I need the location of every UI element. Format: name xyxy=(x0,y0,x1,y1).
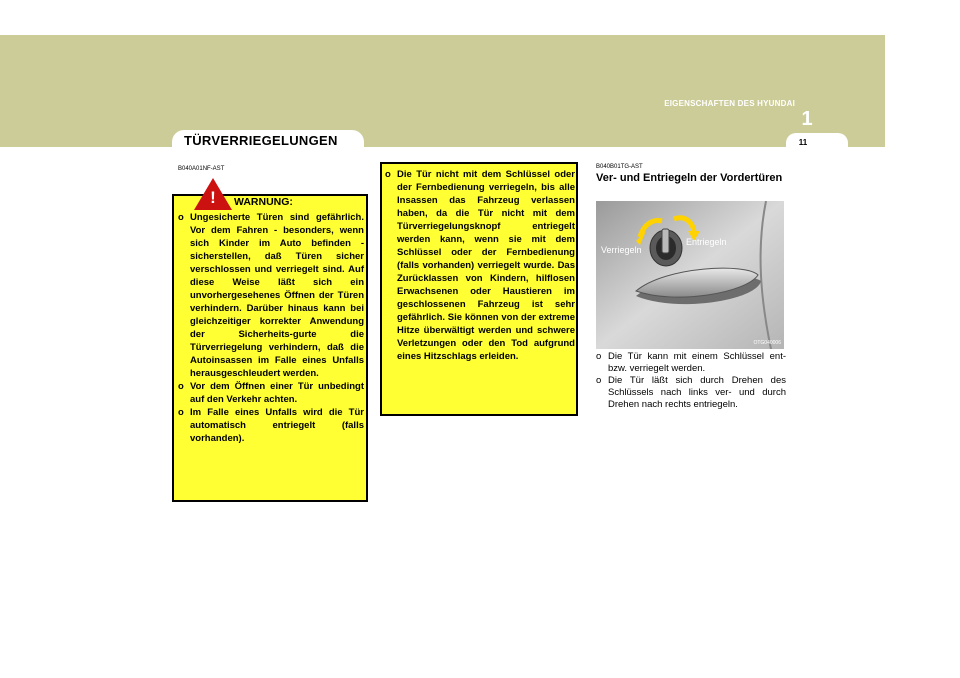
warning-item-text: Vor dem Öffnen einer Tür unbedingt auf den Verkehr achten. xyxy=(190,381,364,405)
right-list xyxy=(596,351,786,411)
header-band xyxy=(0,35,885,147)
chapter-number: 1 xyxy=(801,108,813,130)
list-item xyxy=(596,375,786,411)
bullet: o xyxy=(596,375,602,386)
list-item-text: Die Tür läßt sich durch Drehen des Schlüssels nach links ver- und durch Drehen nach rechts entriegeln. xyxy=(608,375,786,410)
bullet: o xyxy=(178,381,184,392)
warning-item xyxy=(178,211,364,380)
list-item-text: Die Tür kann mit einem Schlüssel ent- bzw. verriegelt werden. xyxy=(608,351,786,374)
warning-exclamation: ! xyxy=(210,188,216,207)
list-item xyxy=(596,351,786,375)
door-handle-photo xyxy=(596,201,784,349)
warning-item xyxy=(178,406,364,445)
section-title: TÜRVERRIEGELUNGEN xyxy=(184,133,338,148)
bullet: o xyxy=(178,407,184,418)
photo-label-lock: Verriegeln xyxy=(601,245,642,255)
left-section-code: B040A01NF-AST xyxy=(178,166,225,172)
warning-item xyxy=(385,168,575,363)
door-handle-illustration xyxy=(596,201,784,349)
right-section-code: B040B01TG-AST xyxy=(596,164,643,170)
warning-item-text: Im Falle eines Unfalls wird die Tür automatisch entriegelt (falls vorhanden). xyxy=(190,407,364,444)
photo-label-unlock: Entriegeln xyxy=(686,237,727,247)
warning-list-continued xyxy=(385,168,575,363)
warning-item xyxy=(178,380,364,406)
warning-item-text: Die Tür nicht mit dem Schlüssel oder der Fernbedienung verriegeln, bis alle Insassen das Fahrzeug verlassen haben, da die Tür nicht mit dem Türverriegelungsknopf entriegelt werden kann, wenn sie mit dem Schlüssel oder der Fernbedienung (falls vorhanden) verriegelt wurde. Das Zurücklassen von Kindern, hilflosen Erwachsenen oder Haustieren im geschlossenen Fahrzeug ist sehr gefährlich. Sie können von der extreme Hitze überwältigt werden und schwere Verletzungen oder den Tod aufgrund eines Hitzschlags erleiden. xyxy=(397,169,575,362)
right-heading: Ver- und Entriegeln der Vordertüren xyxy=(596,172,783,184)
bullet: o xyxy=(385,169,391,180)
warning-title: WARNUNG: xyxy=(234,196,293,208)
warning-list xyxy=(178,211,364,445)
warning-item-text: Ungesicherte Türen sind gefährlich. Vor dem Fahren - besonders, wenn sich Kinder im Auto befinden - sicherstellen, daß Türen sicher verschlossen und verriegelt sind. Auf diese Weise läßt sich ein unvorhergesehenes Öffnen der Türen verhindern. Darüber hinaus kann bei gleichzeitiger korrekter Anwendung der Sicherheits-gurte die Türverriegelung verhindern, daß die Autoinsassen im Falle eines Unfalls herausgeschleudert werden. xyxy=(190,212,364,379)
chapter-title: EIGENSCHAFTEN DES HYUNDAI xyxy=(664,99,795,108)
bullet: o xyxy=(596,351,602,362)
bullet: o xyxy=(178,212,184,223)
page-number: 11 xyxy=(798,138,808,147)
photo-code: OTG040006 xyxy=(753,340,781,346)
